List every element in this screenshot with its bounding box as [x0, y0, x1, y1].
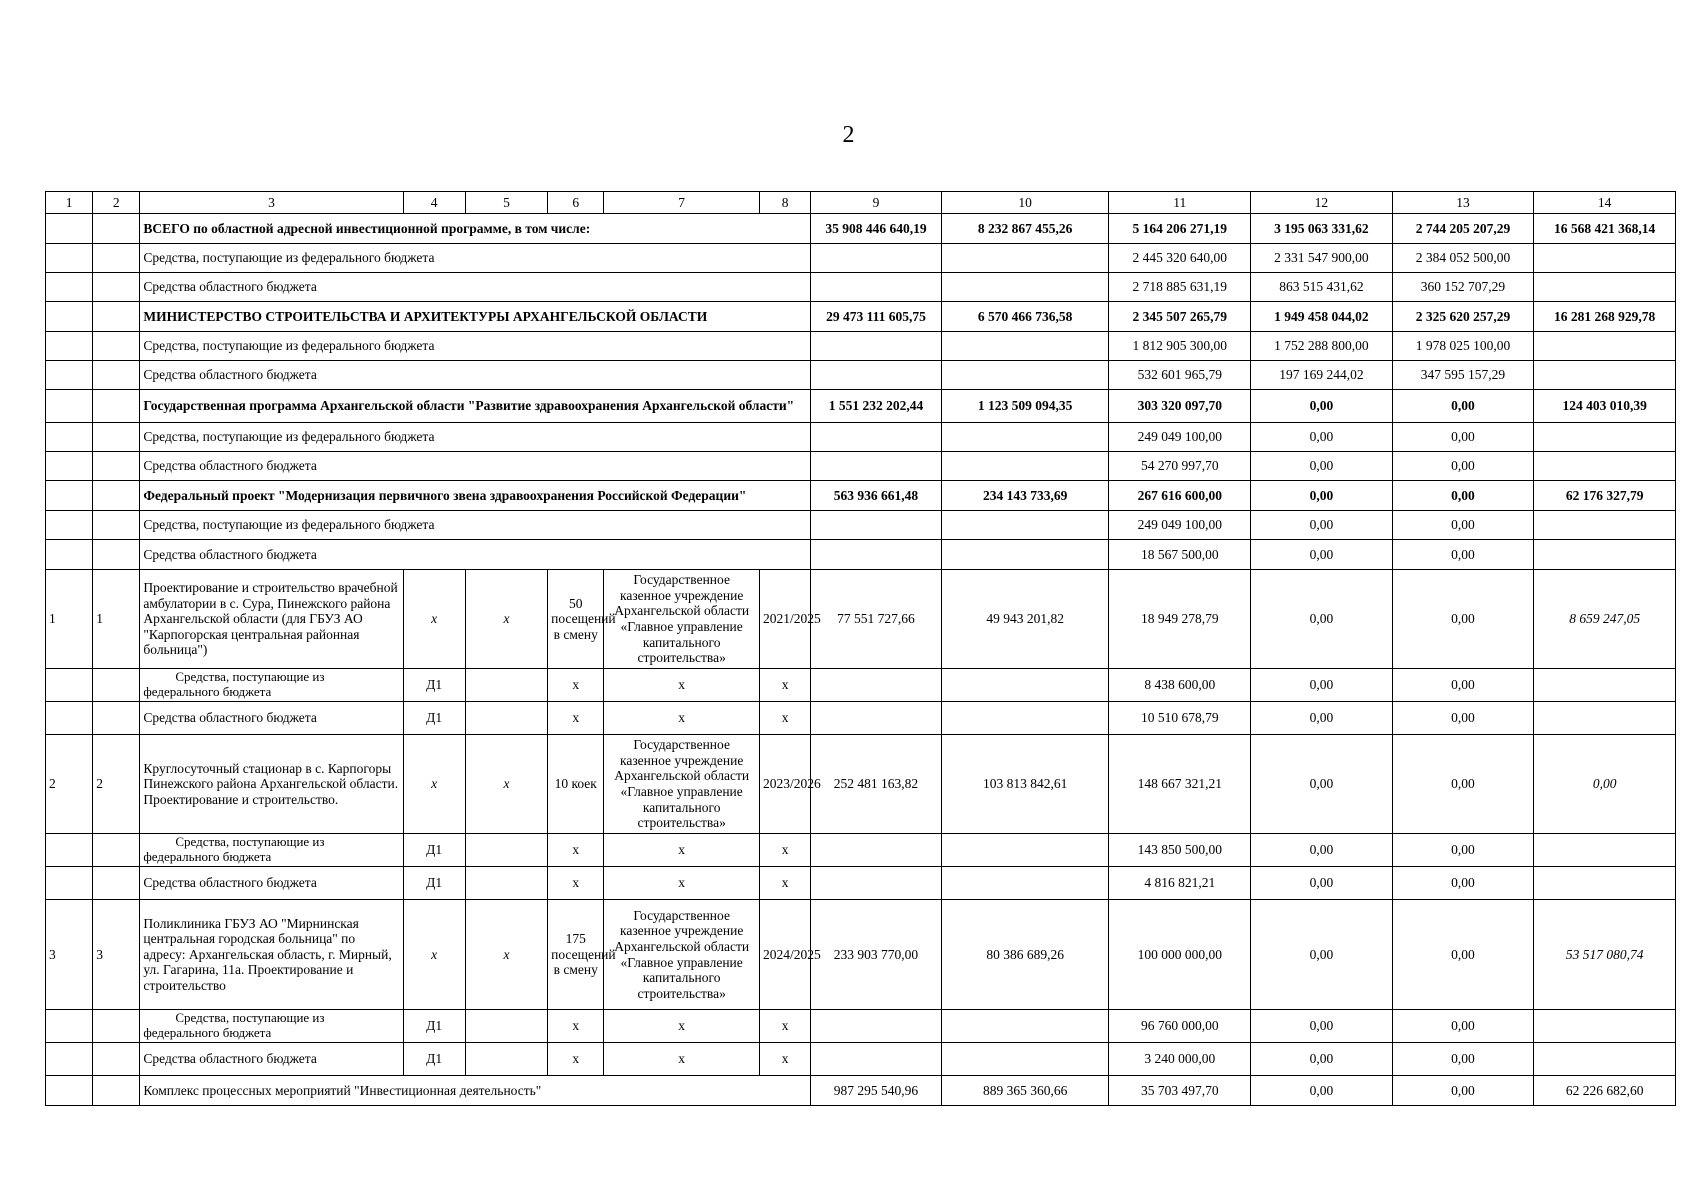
complex-row	[46, 1076, 1676, 1106]
column-number: 2	[93, 192, 140, 214]
cell-value: 3 240 000,00	[1109, 1043, 1251, 1076]
page-number: 2	[842, 122, 855, 148]
row-number: 1	[46, 570, 93, 669]
cell-value: 0,00	[1392, 452, 1534, 481]
cell-value: x	[403, 570, 465, 669]
object-name: Проектирование и строительство врачебной амбулатории в с. Сура, Пинежского района Архангельской области (для ГБУЗ АО "Карпогорская центральная районная больница")	[140, 570, 403, 669]
cell-value: 0,00	[1251, 540, 1393, 570]
cell-value: 267 616 600,00	[1109, 481, 1251, 511]
column-number: 7	[604, 192, 760, 214]
cell-value: x	[548, 702, 604, 735]
column-number: 1	[46, 192, 93, 214]
column-number: 5	[465, 192, 547, 214]
cell-value: 1 752 288 800,00	[1251, 332, 1393, 361]
cell-value: Д1	[403, 1043, 465, 1076]
cell-value: 889 365 360,66	[941, 1076, 1109, 1106]
cell-value: 1 812 905 300,00	[1109, 332, 1251, 361]
cell-value: 54 270 997,70	[1109, 452, 1251, 481]
cell-value: 233 903 770,00	[811, 900, 942, 1010]
cell-value: Д1	[403, 867, 465, 900]
cell-value: x	[604, 867, 760, 900]
investment-program-table	[45, 191, 1676, 1106]
funding-label: Средства, поступающие из федерального бюджета	[140, 834, 403, 867]
cell-value: x	[760, 1043, 811, 1076]
cell-value: 0,00	[1251, 900, 1393, 1010]
project-federal-row	[46, 511, 1676, 540]
cell-value: 62 176 327,79	[1534, 481, 1676, 511]
object-federal-row	[46, 834, 1676, 867]
cell-value: 0,00	[1251, 452, 1393, 481]
funding-label: Средства областного бюджета	[140, 1043, 403, 1076]
cell-value: 2 718 885 631,19	[1109, 273, 1251, 302]
cell-value: 0,00	[1251, 481, 1393, 511]
cell-value: x	[604, 1043, 760, 1076]
cell-value: 80 386 689,26	[941, 900, 1109, 1010]
cell-value: 1 978 025 100,00	[1392, 332, 1534, 361]
ministry-row	[46, 302, 1676, 332]
cell-value: 0,00	[1251, 1076, 1393, 1106]
column-number-row	[46, 192, 1676, 214]
cell-value: x	[548, 834, 604, 867]
object-regional-row	[46, 702, 1676, 735]
cell-value: 0,00	[1392, 1076, 1534, 1106]
column-number: 4	[403, 192, 465, 214]
cell-value: x	[760, 867, 811, 900]
cell-value: x	[604, 702, 760, 735]
cell-value: 0,00	[1251, 735, 1393, 834]
total-regional-row	[46, 273, 1676, 302]
program-regional-row	[46, 452, 1676, 481]
funding-label: Средства, поступающие из федерального бюджета	[140, 244, 811, 273]
cell-value: x	[465, 735, 547, 834]
capacity: 50 посещений в смену	[548, 570, 604, 669]
cell-value: 249 049 100,00	[1109, 423, 1251, 452]
cell-value: 2 325 620 257,29	[1392, 302, 1534, 332]
cell-value: x	[604, 669, 760, 702]
cell-value: 0,00	[1251, 1043, 1393, 1076]
cell-value: 0,00	[1534, 735, 1676, 834]
cell-value: x	[760, 669, 811, 702]
object-regional-row	[46, 867, 1676, 900]
period: 2024/2025	[760, 900, 811, 1010]
cell-value: 347 595 157,29	[1392, 361, 1534, 390]
cell-value: x	[604, 834, 760, 867]
cell-value: 6 570 466 736,58	[941, 302, 1109, 332]
cell-value: 563 936 661,48	[811, 481, 942, 511]
cell-value: 0,00	[1251, 423, 1393, 452]
cell-value: x	[548, 1010, 604, 1043]
cell-value: 29 473 111 605,75	[811, 302, 942, 332]
cell-value: 0,00	[1392, 702, 1534, 735]
cell-value: 8 659 247,05	[1534, 570, 1676, 669]
complex-label: Комплекс процессных мероприятий "Инвестиционная деятельность"	[140, 1076, 811, 1106]
column-number: 12	[1251, 192, 1393, 214]
cell-value: 103 813 842,61	[941, 735, 1109, 834]
cell-value: 0,00	[1392, 735, 1534, 834]
cell-value: 987 295 540,96	[811, 1076, 942, 1106]
cell-value: Д1	[403, 669, 465, 702]
column-number: 6	[548, 192, 604, 214]
funding-label: Средства областного бюджета	[140, 867, 403, 900]
cell-value: 0,00	[1392, 540, 1534, 570]
ministry-federal-row	[46, 332, 1676, 361]
cell-value: 0,00	[1392, 1010, 1534, 1043]
column-number: 9	[811, 192, 942, 214]
cell-value: 77 551 727,66	[811, 570, 942, 669]
cell-value: x	[760, 702, 811, 735]
customer: Государственное казенное учреждение Архангельской области «Главное управление капитального строительства»	[604, 900, 760, 1010]
funding-label: Средства, поступающие из федерального бюджета	[140, 423, 811, 452]
cell-value: 0,00	[1251, 669, 1393, 702]
cell-value: 863 515 431,62	[1251, 273, 1393, 302]
cell-value: 0,00	[1392, 570, 1534, 669]
program-row	[46, 390, 1676, 423]
cell-value: 96 760 000,00	[1109, 1010, 1251, 1043]
cell-value: 10 510 678,79	[1109, 702, 1251, 735]
object-federal-row	[46, 1010, 1676, 1043]
cell-value: 35 908 446 640,19	[811, 214, 942, 244]
column-number: 10	[941, 192, 1109, 214]
cell-value: 8 438 600,00	[1109, 669, 1251, 702]
cell-value: Д1	[403, 702, 465, 735]
cell-value: x	[548, 669, 604, 702]
cell-value: x	[548, 867, 604, 900]
cell-value: 0,00	[1392, 900, 1534, 1010]
column-number: 3	[140, 192, 403, 214]
cell-value: 2 445 320 640,00	[1109, 244, 1251, 273]
cell-value: x	[548, 1043, 604, 1076]
cell-value: 197 169 244,02	[1251, 361, 1393, 390]
cell-value: 148 667 321,21	[1109, 735, 1251, 834]
cell-value: 62 226 682,60	[1534, 1076, 1676, 1106]
cell-value: 100 000 000,00	[1109, 900, 1251, 1010]
object-row	[46, 735, 1676, 834]
cell-value: 0,00	[1392, 867, 1534, 900]
column-number: 13	[1392, 192, 1534, 214]
column-number: 11	[1109, 192, 1251, 214]
funding-label: Средства областного бюджета	[140, 273, 811, 302]
cell-value: 3 195 063 331,62	[1251, 214, 1393, 244]
row-number: 3	[46, 900, 93, 1010]
row-number: 2	[46, 735, 93, 834]
cell-value: 2 345 507 265,79	[1109, 302, 1251, 332]
project-regional-row	[46, 540, 1676, 570]
cell-value: 0,00	[1392, 834, 1534, 867]
cell-value: 35 703 497,70	[1109, 1076, 1251, 1106]
total-label: ВСЕГО по областной адресной инвестиционной программе, в том числе:	[140, 214, 811, 244]
cell-value: Д1	[403, 1010, 465, 1043]
object-federal-row	[46, 669, 1676, 702]
cell-value: 303 320 097,70	[1109, 390, 1251, 423]
row-number: 3	[93, 900, 140, 1010]
cell-value: 0,00	[1392, 669, 1534, 702]
cell-value: 2 331 547 900,00	[1251, 244, 1393, 273]
cell-value: 2 744 205 207,29	[1392, 214, 1534, 244]
cell-value: 4 816 821,21	[1109, 867, 1251, 900]
period: 2023/2026	[760, 735, 811, 834]
project-row	[46, 481, 1676, 511]
cell-value: 53 517 080,74	[1534, 900, 1676, 1010]
cell-value: 1 949 458 044,02	[1251, 302, 1393, 332]
cell-value: 252 481 163,82	[811, 735, 942, 834]
funding-label: Средства, поступающие из федерального бюджета	[140, 332, 811, 361]
cell-value: 0,00	[1392, 390, 1534, 423]
object-name: Круглосуточный стационар в с. Карпогоры Пинежского района Архангельской области. Проектирование и строительство.	[140, 735, 403, 834]
ministry-label: МИНИСТЕРСТВО СТРОИТЕЛЬСТВА И АРХИТЕКТУРЫ АРХАНГЕЛЬСКОЙ ОБЛАСТИ	[140, 302, 811, 332]
cell-value: 532 601 965,79	[1109, 361, 1251, 390]
cell-value: 0,00	[1392, 423, 1534, 452]
customer: Государственное казенное учреждение Архангельской области «Главное управление капитального строительства»	[604, 570, 760, 669]
customer: Государственное казенное учреждение Архангельской области «Главное управление капитального строительства»	[604, 735, 760, 834]
cell-value: 1 551 232 202,44	[811, 390, 942, 423]
cell-value: x	[465, 900, 547, 1010]
cell-value: 0,00	[1251, 834, 1393, 867]
funding-label: Средства, поступающие из федерального бюджета	[140, 1010, 403, 1043]
cell-value: 0,00	[1251, 570, 1393, 669]
period: 2021/2025	[760, 570, 811, 669]
cell-value: x	[760, 1010, 811, 1043]
cell-value: 360 152 707,29	[1392, 273, 1534, 302]
cell-value: 0,00	[1392, 481, 1534, 511]
cell-value: x	[403, 900, 465, 1010]
column-number: 8	[760, 192, 811, 214]
cell-value: x	[604, 1010, 760, 1043]
cell-value: 5 164 206 271,19	[1109, 214, 1251, 244]
cell-value: 1 123 509 094,35	[941, 390, 1109, 423]
project-label: Федеральный проект "Модернизация первичного звена здравоохранения Российской Федерации"	[140, 481, 811, 511]
funding-label: Средства, поступающие из федерального бюджета	[140, 511, 811, 540]
total-row	[46, 214, 1676, 244]
funding-label: Средства областного бюджета	[140, 702, 403, 735]
program-federal-row	[46, 423, 1676, 452]
object-row	[46, 900, 1676, 1010]
cell-value: 0,00	[1392, 511, 1534, 540]
cell-value: 18 949 278,79	[1109, 570, 1251, 669]
capacity: 10 коек	[548, 735, 604, 834]
funding-label: Средства областного бюджета	[140, 540, 811, 570]
capacity: 175 посещений в смену	[548, 900, 604, 1010]
cell-value: 0,00	[1392, 1043, 1534, 1076]
cell-value: 0,00	[1251, 867, 1393, 900]
cell-value: 0,00	[1251, 390, 1393, 423]
object-row	[46, 570, 1676, 669]
program-label: Государственная программа Архангельской области "Развитие здравоохранения Архангельской области"	[140, 390, 811, 423]
cell-value: 124 403 010,39	[1534, 390, 1676, 423]
cell-value: 8 232 867 455,26	[941, 214, 1109, 244]
funding-label: Средства областного бюджета	[140, 361, 811, 390]
total-federal-row	[46, 244, 1676, 273]
cell-value: 18 567 500,00	[1109, 540, 1251, 570]
ministry-regional-row	[46, 361, 1676, 390]
row-number: 1	[93, 570, 140, 669]
object-name: Поликлиника ГБУЗ АО "Мирнинская центральная городская больница" по адресу: Архангельская область, г. Мирный, ул. Гагарина, 11а. Проектирование и строительство	[140, 900, 403, 1010]
cell-value: 16 281 268 929,78	[1534, 302, 1676, 332]
cell-value: 249 049 100,00	[1109, 511, 1251, 540]
cell-value: 0,00	[1251, 511, 1393, 540]
cell-value: 49 943 201,82	[941, 570, 1109, 669]
object-regional-row	[46, 1043, 1676, 1076]
cell-value: x	[760, 834, 811, 867]
cell-value: 2 384 052 500,00	[1392, 244, 1534, 273]
cell-value: 0,00	[1251, 702, 1393, 735]
cell-value: 16 568 421 368,14	[1534, 214, 1676, 244]
cell-value: Д1	[403, 834, 465, 867]
column-number: 14	[1534, 192, 1676, 214]
funding-label: Средства, поступающие из федерального бюджета	[140, 669, 403, 702]
cell-value: x	[403, 735, 465, 834]
cell-value: 143 850 500,00	[1109, 834, 1251, 867]
funding-label: Средства областного бюджета	[140, 452, 811, 481]
row-number: 2	[93, 735, 140, 834]
cell-value: x	[465, 570, 547, 669]
cell-value: 234 143 733,69	[941, 481, 1109, 511]
cell-value: 0,00	[1251, 1010, 1393, 1043]
